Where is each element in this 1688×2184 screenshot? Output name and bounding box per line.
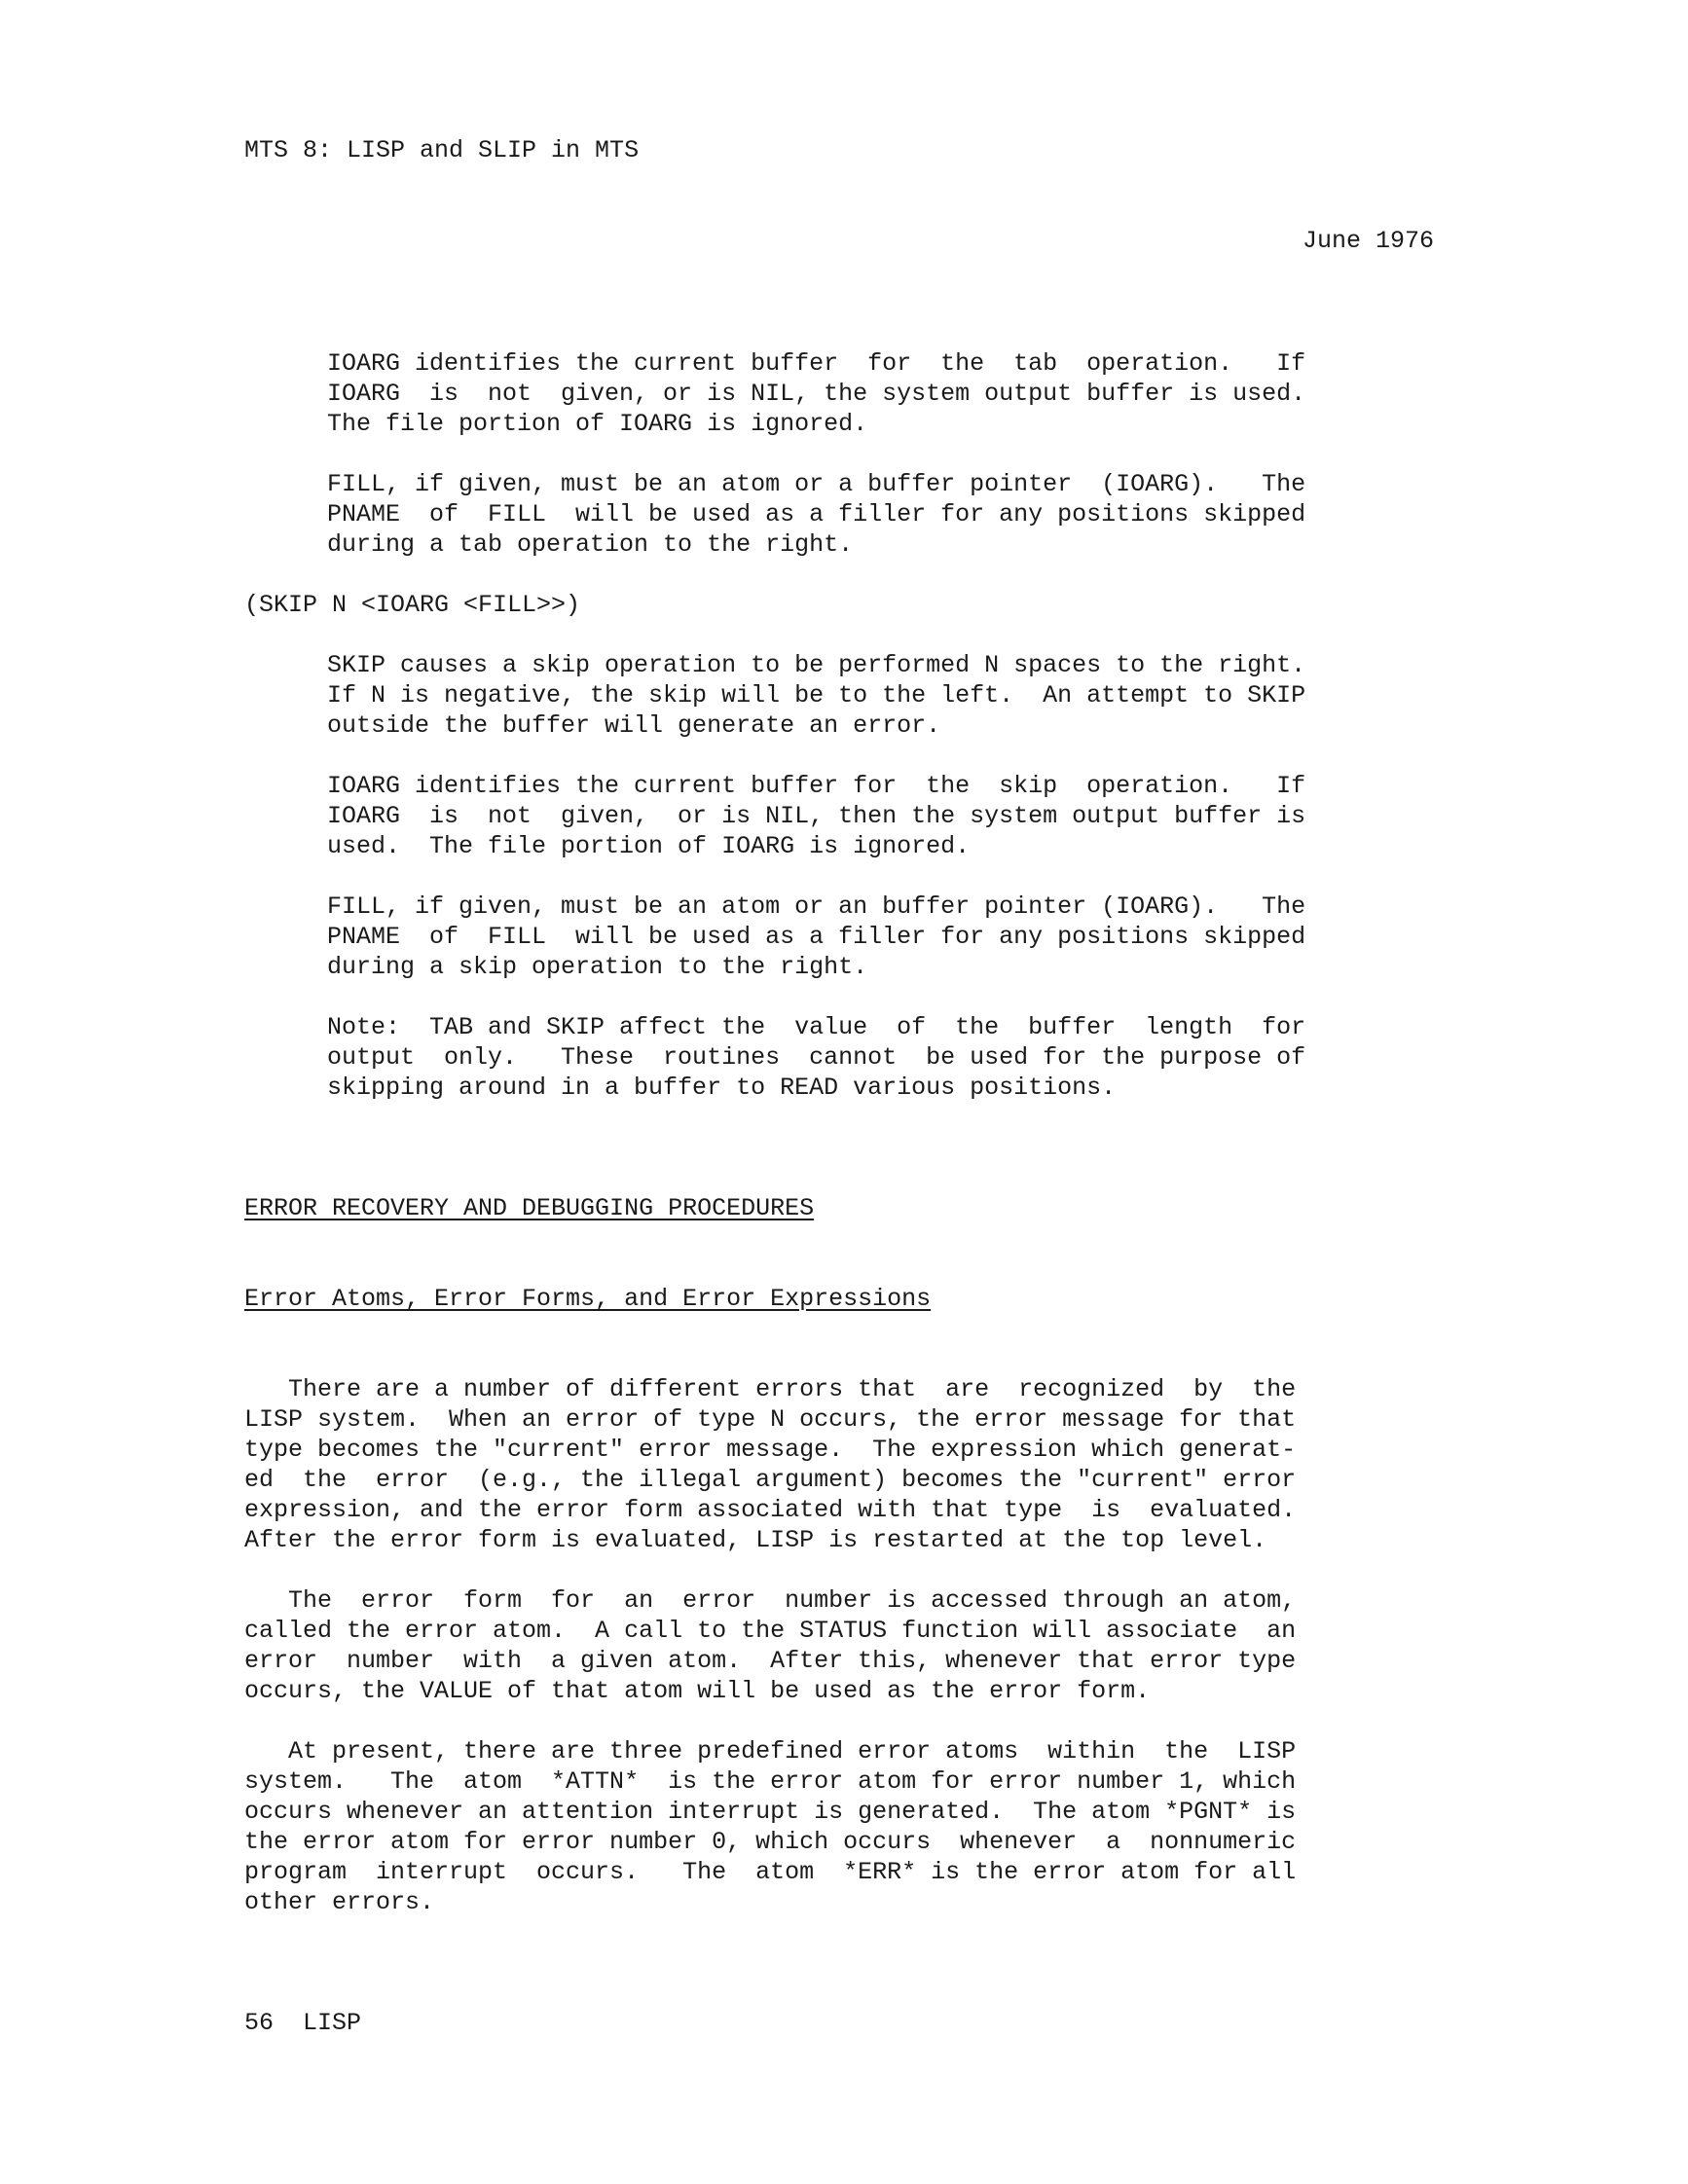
text-line: system. The atom *ATTN* is the error atom for error number 1, which [244,1767,1297,1796]
text-line: used. The file portion of IOARG is ignored. [327,832,971,860]
text-line: FILL, if given, must be an atom or a buffer pointer (IOARG). The [327,470,1306,498]
text-line: PNAME of FILL will be used as a filler for any positions skipped [327,500,1306,528]
running-header-date: June 1976 [1302,227,1434,255]
text-line: expression, and the error form associated with that type is evaluated. [244,1496,1297,1524]
text-line: other errors. [244,1888,435,1916]
text-line: There are a number of different errors that are recognized by the [244,1375,1297,1403]
text-line: during a tab operation to the right. [327,530,854,559]
error-paragraph-1 [244,1374,1296,1555]
text-line: IOARG identifies the current buffer for the skip operation. If [327,772,1306,800]
text-line: If N is negative, the skip will be to the left. An attempt to SKIP [327,681,1306,710]
text-line: occurs, the VALUE of that atom will be used as the error form. [244,1677,1151,1705]
page-footer: 56 LISP [244,2009,362,2037]
text-line: After the error form is evaluated, LISP is restarted at the top level. [244,1526,1267,1554]
text-line: called the error atom. A call to the STATUS function will associate an [244,1617,1297,1645]
text-line: ed the error (e.g., the illegal argument) becomes the "current" error [244,1466,1297,1494]
text-line: SKIP causes a skip operation to be performed N spaces to the right. [327,651,1306,679]
text-line: LISP system. When an error of type N occurs, the error message for that [244,1405,1297,1434]
text-line: the error atom for error number 0, which occurs whenever a nonnumeric [244,1828,1297,1856]
skip-fill-paragraph [327,892,1305,982]
text-line: FILL, if given, must be an atom or an buffer pointer (IOARG). The [327,892,1306,921]
text-line: type becomes the "current" error message. The expression which generat- [244,1436,1297,1464]
error-paragraph-2 [244,1585,1296,1706]
text-line: during a skip operation to the right. [327,953,868,981]
skip-ioarg-paragraph [327,771,1305,861]
text-line: The error form for an error number is accessed through an atom, [244,1586,1297,1615]
text-line: The file portion of IOARG is ignored. [327,410,868,438]
running-header-title: MTS 8: LISP and SLIP in MTS [244,136,640,164]
text-line: output only. These routines cannot be used for the purpose of [327,1043,1306,1072]
text-line: PNAME of FILL will be used as a filler for any positions skipped [327,923,1306,951]
text-line: IOARG is not given, or is NIL, then the system output buffer is [327,802,1306,830]
section-heading: ERROR RECOVERY AND DEBUGGING PROCEDURES [244,1194,815,1222]
text-line: outside the buffer will generate an error. [327,711,941,740]
text-line: IOARG is not given, or is NIL, the system output buffer is used. [327,380,1306,408]
tab-skip-note [327,1012,1305,1103]
tab-ioarg-paragraph [327,348,1305,439]
subsection-heading: Error Atoms, Error Forms, and Error Expressions [244,1285,932,1313]
error-paragraph-3 [244,1736,1296,1917]
text-line: Note: TAB and SKIP affect the value of the buffer length for [327,1013,1306,1041]
skip-description-paragraph [327,650,1305,741]
tab-fill-paragraph [327,469,1305,560]
text-line: At present, there are three predefined error atoms within the LISP [244,1737,1297,1765]
text-line: occurs whenever an attention interrupt is generated. The atom *PGNT* is [244,1798,1297,1826]
skip-function-signature: (SKIP N <IOARG <FILL>>) [244,591,581,619]
text-line: IOARG identifies the current buffer for the tab operation. If [327,349,1306,378]
text-line: program interrupt occurs. The atom *ERR* is the error atom for all [244,1858,1297,1886]
text-line: error number with a given atom. After this, whenever that error type [244,1647,1297,1675]
text-line: skipping around in a buffer to READ various positions. [327,1074,1117,1102]
